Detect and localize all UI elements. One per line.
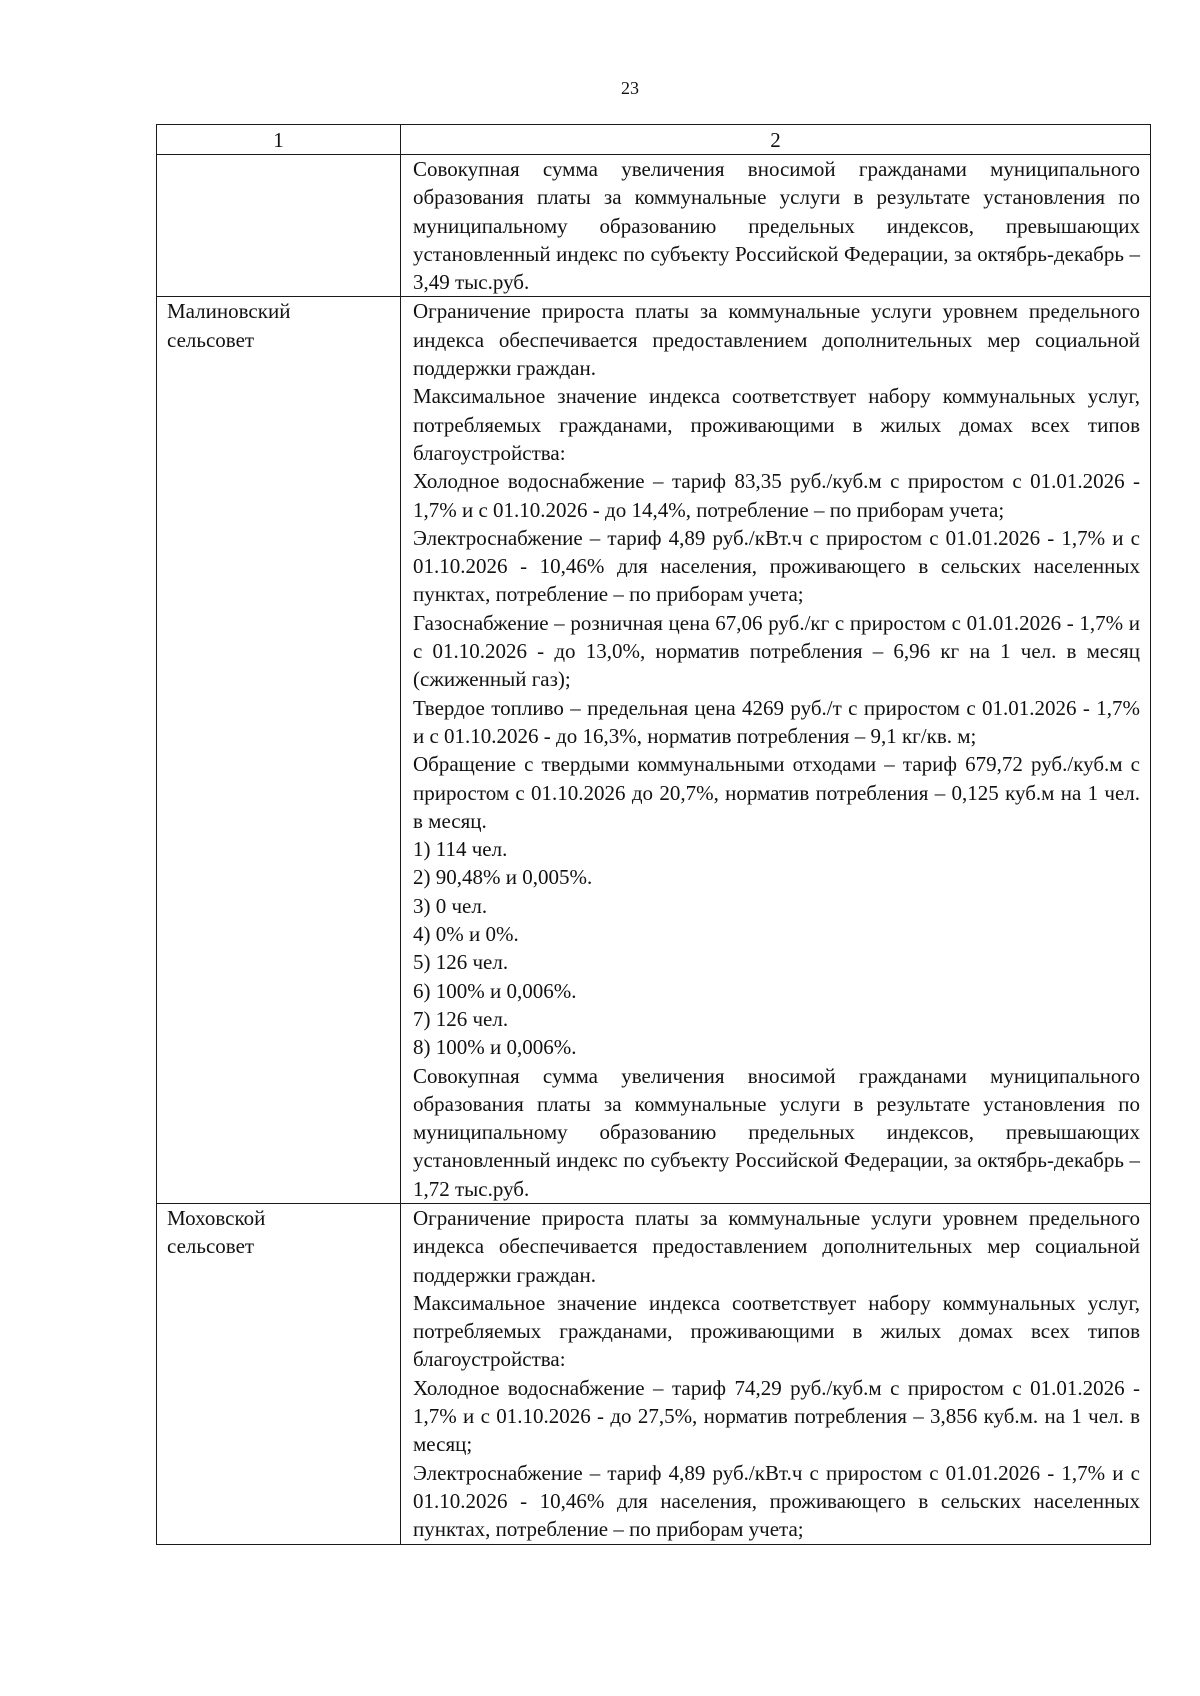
description-paragraph: Максимальное значение индекса соответствует набору коммунальных услуг, потребляемых гражданами, проживающими в жилых домах всех типов благоустройства: bbox=[413, 1290, 1140, 1372]
description-paragraph: 2) 90,48% и 0,005%. bbox=[413, 865, 593, 890]
table-body bbox=[157, 155, 1151, 1545]
description-cell bbox=[401, 1203, 1151, 1544]
description-paragraph: Газоснабжение – розничная цена 67,06 руб./кг с приростом с 01.01.2026 - 1,7% и с 01.10.2026 - до 13,0%, норматив потребления – 6,96 кг на 1 чел. в месяц (сжиженный газ); bbox=[413, 610, 1140, 692]
municipality-name-cell bbox=[157, 1203, 401, 1544]
description-paragraph: 6) 100% и 0,006%. bbox=[413, 978, 577, 1003]
table-row bbox=[157, 1203, 1151, 1544]
description-cell bbox=[401, 155, 1151, 297]
description-paragraph: Твердое топливо – предельная цена 4269 руб./т с приростом с 01.01.2026 - 1,7% и с 01.10.2026 - до 16,3%, норматив потребления – 9,1 кг/кв. м; bbox=[413, 695, 1140, 748]
description-cell bbox=[401, 297, 1151, 1204]
description-paragraph: Максимальное значение индекса соответствует набору коммунальных услуг, потребляемых гражданами, проживающими в жилых домах всех типов благоустройства: bbox=[413, 384, 1140, 465]
description-paragraph: 4) 0% и 0%. bbox=[413, 922, 519, 947]
description-paragraph: Совокупная сумма увеличения вносимой гражданами муниципального образования платы за коммунальные услуги в результате установления по муниципальному образованию предельных индексов, превышающих установленный индекс по субъекту Российской Федерации, за октябрь-декабрь – 3,49 тыс.руб. bbox=[413, 157, 1140, 295]
description-paragraph: 8) 100% и 0,006%. bbox=[413, 1035, 577, 1060]
description-paragraph: Совокупная сумма увеличения вносимой гражданами муниципального образования платы за коммунальные услуги в результате установления по муниципальному образованию предельных индексов, превышающих установленный индекс по субъекту Российской Федерации, за октябрь-декабрь – 1,72 тыс.руб. bbox=[413, 1063, 1140, 1201]
table-row bbox=[157, 155, 1151, 297]
description-paragraph: Ограничение прироста платы за коммунальные услуги уровнем предельного индекса обеспечивается предоставлением дополнительных мер социальной поддержки граждан. bbox=[413, 1205, 1140, 1287]
municipality-name-cell bbox=[157, 155, 401, 297]
description-paragraph: Обращение с твердыми коммунальными отходами – тариф 679,72 руб./куб.м с приростом с 01.10.2026 до 20,7%, норматив потребления – 0,125 куб.м на 1 чел. в месяц. bbox=[413, 752, 1140, 833]
description-paragraph: Электроснабжение – тариф 4,89 руб./кВт.ч с приростом с 01.01.2026 - 1,7% и с 01.10.2026 - 10,46% для населения, проживающего в сельских населенных пунктах, потребление – по приборам учета; bbox=[413, 525, 1140, 607]
municipality-name-cell bbox=[157, 297, 401, 1204]
table-header-row bbox=[157, 125, 1151, 155]
column-header-1: 1 bbox=[157, 125, 401, 155]
description-paragraph: Холодное водоснабжение – тариф 83,35 руб./куб.м с приростом с 01.01.2026 - 1,7% и с 01.10.2026 - до 14,4%, потребление – по приборам учета; bbox=[413, 469, 1140, 522]
description-paragraph: 3) 0 чел. bbox=[413, 893, 488, 918]
description-paragraph: 5) 126 чел. bbox=[413, 950, 509, 975]
municipality-name-line: сельсовет bbox=[167, 327, 255, 352]
municipality-name-line: Малиновский bbox=[167, 299, 291, 324]
column-header-2: 2 bbox=[401, 125, 1151, 155]
description-paragraph: 1) 114 чел. bbox=[413, 837, 508, 862]
description-paragraph: Ограничение прироста платы за коммунальные услуги уровнем предельного индекса обеспечивается предоставлением дополнительных мер социальной поддержки граждан. bbox=[413, 299, 1140, 381]
description-paragraph: 7) 126 чел. bbox=[413, 1006, 509, 1031]
municipality-name-line: сельсовет bbox=[167, 1234, 255, 1259]
description-paragraph: Электроснабжение – тариф 4,89 руб./кВт.ч с приростом с 01.01.2026 - 1,7% и с 01.10.2026 - 10,46% для населения, проживающего в сельских населенных пунктах, потребление – по приборам учета; bbox=[413, 1460, 1140, 1542]
description-paragraph: Холодное водоснабжение – тариф 74,29 руб./куб.м с приростом с 01.01.2026 - 1,7% и с 01.10.2026 - до 27,5%, норматив потребления – 3,856 куб.м. на 1 чел. в месяц; bbox=[413, 1375, 1140, 1457]
document-table bbox=[156, 124, 1151, 1545]
table-row bbox=[157, 297, 1151, 1204]
municipality-name-line: Моховской bbox=[167, 1205, 266, 1230]
page-number: 23 bbox=[621, 78, 639, 98]
